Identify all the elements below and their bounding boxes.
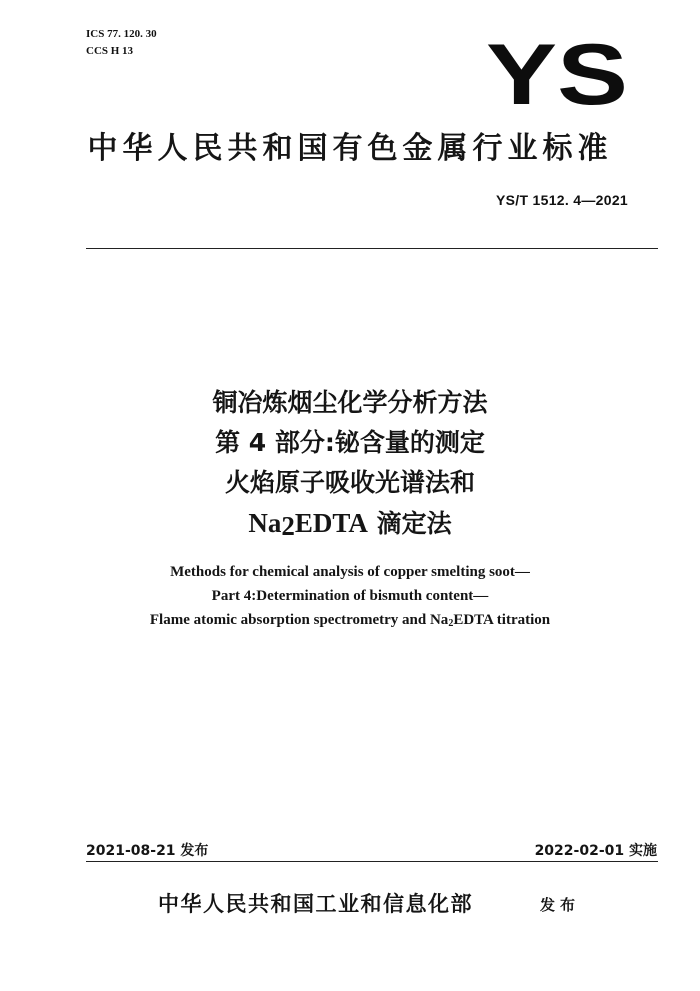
english-title-line-2: Part 4:Determination of bismuth content— [211,588,489,604]
ys-logo [484,36,630,108]
standard-category-title: 中华人民共和国有色金属行业标准 [87,131,613,166]
ys-logo-text: YS [486,36,628,108]
chinese-title-line-1: 铜冶炼烟尘化学分析方法 [212,388,488,417]
ics-code: ICS 77. 120. 30 [86,28,157,40]
publisher-name: 中华人民共和国工业和信息化部 [158,892,473,916]
english-title-line-3-end: EDTA titration [453,612,551,628]
chinese-title-line-2: 第 4 部分:铋含量的测定 [215,428,485,457]
english-title [0,560,700,632]
english-title-line-3 [0,608,700,632]
na-symbol: Na [248,508,282,538]
na-subscript: 2 [281,511,295,541]
english-title-line-3-start: Flame atomic absorption spectrometry and Na [149,612,449,628]
chinese-title [0,383,700,543]
chinese-title-line-3: 火焰原子吸收光谱法和 [224,468,475,497]
issue-date: 2021-08-21 发布 [86,843,209,859]
bottom-divider [86,861,658,862]
english-na-subscript: 2 [448,618,454,629]
english-title-line-1: Methods for chemical analysis of copper smelting soot— [170,564,530,580]
ccs-code: CCS H 13 [86,45,134,57]
chinese-title-line-4 [0,503,700,543]
implementation-date: 2022-02-01 实施 [534,843,657,859]
publish-label: 发布 [540,896,581,914]
edta-text: EDTA [294,508,368,538]
titration-method-text: 滴定法 [367,509,452,538]
top-divider [86,248,658,249]
standard-number: YS/T 1512. 4—2021 [496,192,628,208]
